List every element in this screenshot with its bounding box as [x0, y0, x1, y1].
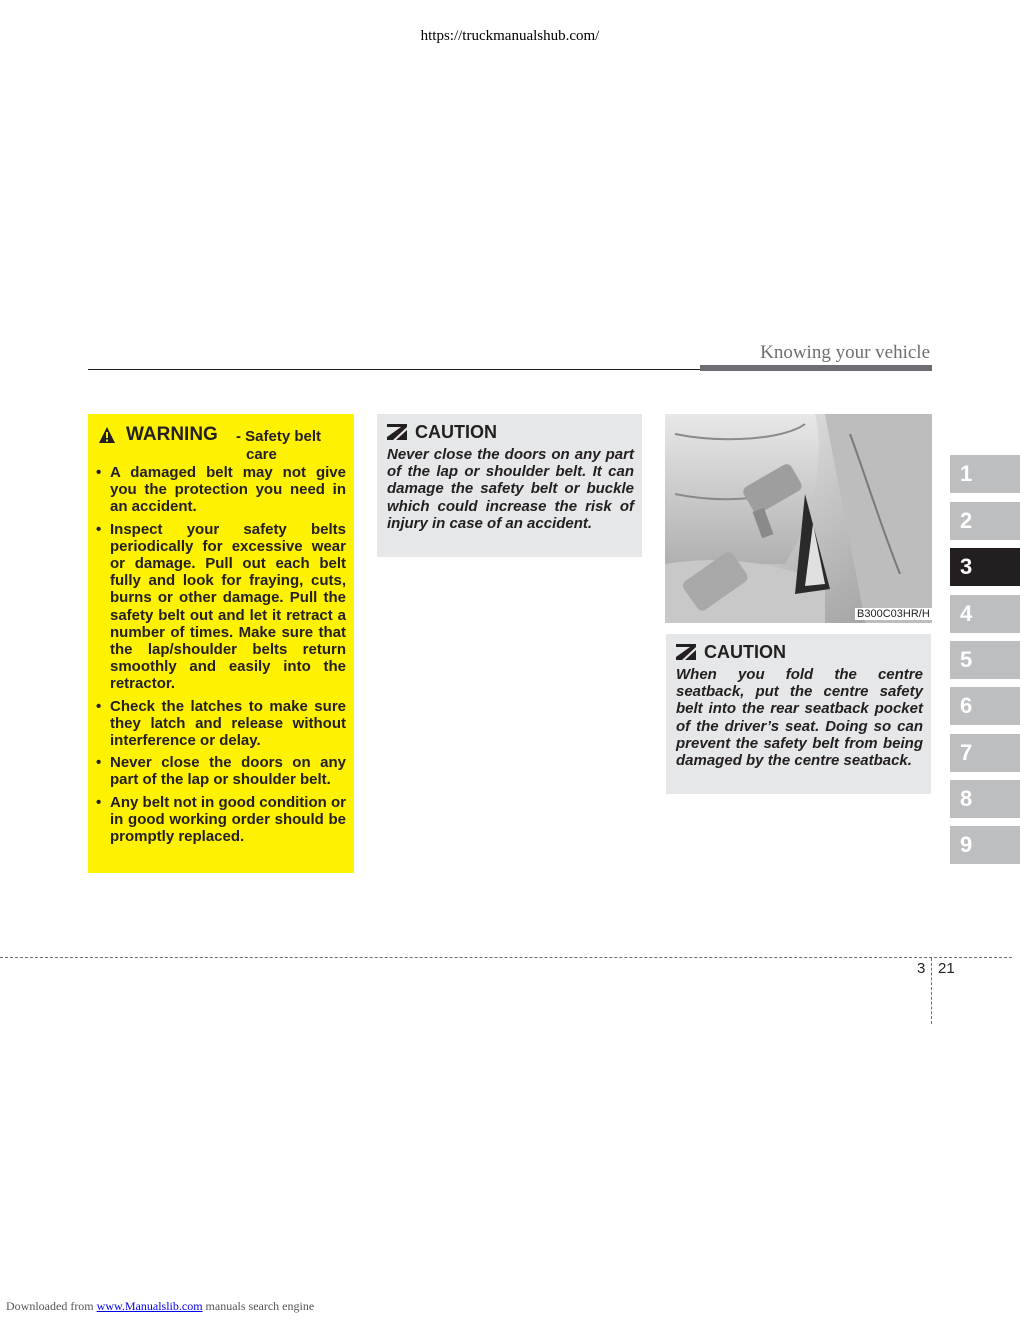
caution-box-seatback — [666, 634, 931, 794]
chapter-tab-4[interactable]: 4 — [950, 595, 1020, 633]
caution-icon — [387, 424, 407, 440]
chapter-tab-8[interactable]: 8 — [950, 780, 1020, 818]
page-section-number: 3 — [917, 960, 926, 977]
caution-box-doors — [377, 414, 642, 557]
warning-title-prefix: - — [236, 428, 241, 445]
warning-title-line1: Safety belt — [245, 428, 322, 445]
manualslib-link[interactable]: www.Manualslib.com — [96, 1299, 203, 1313]
photo-caption: B300C03HR/H — [857, 608, 930, 620]
footer-suffix: manuals search engine — [205, 1299, 315, 1313]
warning-box — [88, 414, 354, 873]
footer-prefix: Downloaded from — [6, 1299, 94, 1313]
seat-photo-illustration — [665, 414, 932, 623]
list-item: • A damaged belt may not give you the protection you need in an accident. — [96, 464, 346, 516]
download-footer — [6, 1299, 314, 1314]
chapter-tab-7[interactable]: 7 — [950, 734, 1020, 772]
list-item: • Never close the doors on any part of the lap or shoulder belt. — [96, 754, 346, 789]
list-item: • Check the latches to make sure they latch and release without interference or delay. — [96, 697, 346, 750]
caution-text: Never close the doors on any part of the lap or shoulder belt. It can damage the safety belt or buckle which could increase the risk of injury in case of an accident. — [387, 446, 634, 532]
header-rule-accent — [700, 365, 932, 371]
warning-triangle-icon — [98, 426, 116, 444]
list-item: • Inspect your safety belts periodically for excessive wear or damage. Pull out each belt fully and look for fraying, cuts, burns or other damage. Pull the safety belt out and let it retract a number of times. Make sure that the lap/shoulder belts return smoothly and easily into the retractor. — [96, 520, 346, 693]
header-rule — [88, 369, 700, 370]
chapter-tab-5[interactable]: 5 — [950, 641, 1020, 679]
page-number: 21 — [938, 960, 955, 977]
chapter-tab-6[interactable]: 6 — [950, 687, 1020, 725]
caution-label: CAUTION — [704, 641, 786, 662]
seat-belt-photo — [665, 414, 932, 623]
page-number-divider — [931, 958, 932, 1024]
footer-divider — [0, 957, 1012, 958]
source-url: https://truckmanualshub.com/ — [420, 28, 600, 44]
caution-icon — [676, 644, 696, 660]
warning-list — [98, 464, 346, 845]
caution-header — [676, 640, 923, 664]
warning-label: WARNING — [126, 424, 218, 445]
chapter-tab-3[interactable]: 3 — [950, 548, 1020, 586]
caution-header — [387, 420, 634, 444]
section-title: Knowing your vehicle — [760, 342, 930, 363]
caution-text: When you fold the centre seatback, put the centre safety belt into the rear seatback pocket of the driver’s seat. Doing so can prevent the safety belt from being damaged by the centre seatback. — [676, 666, 923, 770]
chapter-tab-2[interactable]: 2 — [950, 502, 1020, 540]
warning-header — [98, 424, 346, 464]
chapter-tab-9[interactable]: 9 — [950, 826, 1020, 864]
chapter-tab-1[interactable]: 1 — [950, 455, 1020, 493]
warning-title-line2: care — [246, 446, 277, 463]
warning-title — [236, 428, 336, 464]
caution-label: CAUTION — [415, 421, 497, 442]
list-item: • Any belt not in good condition or in good working order should be promptly replaced. — [96, 793, 346, 846]
